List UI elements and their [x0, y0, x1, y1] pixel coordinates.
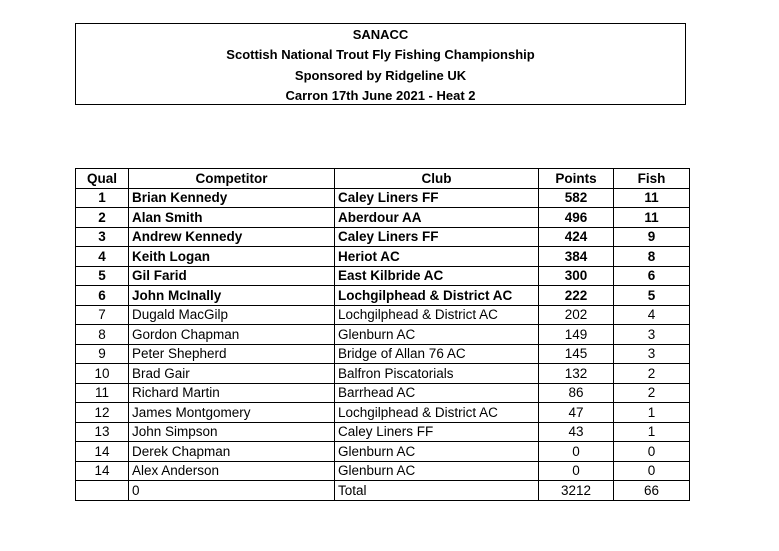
table-row: [76, 247, 690, 267]
table-header-row: [76, 169, 690, 189]
table-row: [76, 383, 690, 403]
points-cell: 0: [539, 461, 614, 481]
qual-cell: 7: [76, 305, 129, 325]
competitor-cell: Brad Gair: [129, 364, 335, 384]
points-cell: 300: [539, 266, 614, 286]
total-points-cell: 3212: [539, 481, 614, 501]
sponsor-line: Sponsored by Ridgeline UK: [294, 67, 467, 83]
points-cell: 496: [539, 208, 614, 228]
competitor-cell: Keith Logan: [129, 247, 335, 267]
col-header-competitor: Competitor: [129, 169, 335, 189]
table-row: [76, 344, 690, 364]
qual-cell: 8: [76, 325, 129, 345]
club-cell: Lochgilphead & District AC: [335, 286, 539, 306]
table-row: [76, 364, 690, 384]
table-row: [76, 227, 690, 247]
competitor-cell: Richard Martin: [129, 383, 335, 403]
competitor-cell: Dugald MacGilp: [129, 305, 335, 325]
total-fish-cell: 66: [614, 481, 690, 501]
venue-date-heat: Carron 17th June 2021 - Heat 2: [285, 87, 476, 103]
club-cell: Barrhead AC: [335, 383, 539, 403]
qual-cell: 14: [76, 442, 129, 462]
fish-cell: 3: [614, 325, 690, 345]
qual-cell: 13: [76, 422, 129, 442]
fish-cell: 9: [614, 227, 690, 247]
points-cell: 202: [539, 305, 614, 325]
club-cell: Glenburn AC: [335, 461, 539, 481]
fish-cell: 1: [614, 403, 690, 423]
fish-cell: 2: [614, 364, 690, 384]
total-label-cell: Total: [335, 481, 539, 501]
points-cell: 132: [539, 364, 614, 384]
fish-cell: 0: [614, 442, 690, 462]
qual-cell: 9: [76, 344, 129, 364]
table-row: [76, 461, 690, 481]
competitor-cell: Gordon Chapman: [129, 325, 335, 345]
fish-cell: 6: [614, 266, 690, 286]
qual-cell: 6: [76, 286, 129, 306]
competitor-cell: Gil Farid: [129, 266, 335, 286]
club-cell: Glenburn AC: [335, 325, 539, 345]
qual-cell: 2: [76, 208, 129, 228]
fish-cell: 11: [614, 188, 690, 208]
table-row: [76, 266, 690, 286]
points-cell: 47: [539, 403, 614, 423]
club-cell: Balfron Piscatorials: [335, 364, 539, 384]
table-row: [76, 286, 690, 306]
club-cell: Bridge of Allan 76 AC: [335, 344, 539, 364]
points-cell: 424: [539, 227, 614, 247]
fish-cell: 0: [614, 461, 690, 481]
fish-cell: 4: [614, 305, 690, 325]
fish-cell: 5: [614, 286, 690, 306]
total-competitor-cell: 0: [129, 481, 335, 501]
col-header-fish: Fish: [614, 169, 690, 189]
total-qual-cell: [76, 481, 129, 501]
club-cell: East Kilbride AC: [335, 266, 539, 286]
points-cell: 0: [539, 442, 614, 462]
championship-title: Scottish National Trout Fly Fishing Championship: [226, 47, 535, 63]
points-cell: 86: [539, 383, 614, 403]
competitor-cell: Brian Kennedy: [129, 188, 335, 208]
club-cell: Heriot AC: [335, 247, 539, 267]
qual-cell: 12: [76, 403, 129, 423]
competitor-cell: John McInally: [129, 286, 335, 306]
fish-cell: 1: [614, 422, 690, 442]
club-cell: Lochgilphead & District AC: [335, 305, 539, 325]
competitor-cell: Alan Smith: [129, 208, 335, 228]
table-row: [76, 208, 690, 228]
qual-cell: 1: [76, 188, 129, 208]
table-row: [76, 325, 690, 345]
club-cell: Caley Liners FF: [335, 188, 539, 208]
club-cell: Caley Liners FF: [335, 422, 539, 442]
points-cell: 145: [539, 344, 614, 364]
qual-cell: 5: [76, 266, 129, 286]
table-row: [76, 305, 690, 325]
col-header-club: Club: [335, 169, 539, 189]
table-row: [76, 188, 690, 208]
competitor-cell: Andrew Kennedy: [129, 227, 335, 247]
qual-cell: 11: [76, 383, 129, 403]
fish-cell: 8: [614, 247, 690, 267]
qual-cell: 14: [76, 461, 129, 481]
table-row: [76, 403, 690, 423]
col-header-qual: Qual: [76, 169, 129, 189]
club-cell: Aberdour AA: [335, 208, 539, 228]
points-cell: 222: [539, 286, 614, 306]
fish-cell: 3: [614, 344, 690, 364]
table-row: [76, 422, 690, 442]
club-cell: Glenburn AC: [335, 442, 539, 462]
table-row: [76, 442, 690, 462]
fish-cell: 2: [614, 383, 690, 403]
header-box: [75, 23, 686, 105]
org-title: SANACC: [352, 27, 409, 42]
competitor-cell: James Montgomery: [129, 403, 335, 423]
points-cell: 384: [539, 247, 614, 267]
fish-cell: 11: [614, 208, 690, 228]
competitor-cell: Peter Shepherd: [129, 344, 335, 364]
points-cell: 149: [539, 325, 614, 345]
club-cell: Lochgilphead & District AC: [335, 403, 539, 423]
col-header-points: Points: [539, 169, 614, 189]
qual-cell: 4: [76, 247, 129, 267]
competitor-cell: Derek Chapman: [129, 442, 335, 462]
points-cell: 43: [539, 422, 614, 442]
competitor-cell: Alex Anderson: [129, 461, 335, 481]
total-row: [76, 481, 690, 501]
competitor-cell: John Simpson: [129, 422, 335, 442]
qual-cell: 10: [76, 364, 129, 384]
results-table: [75, 168, 690, 501]
qual-cell: 3: [76, 227, 129, 247]
club-cell: Caley Liners FF: [335, 227, 539, 247]
points-cell: 582: [539, 188, 614, 208]
